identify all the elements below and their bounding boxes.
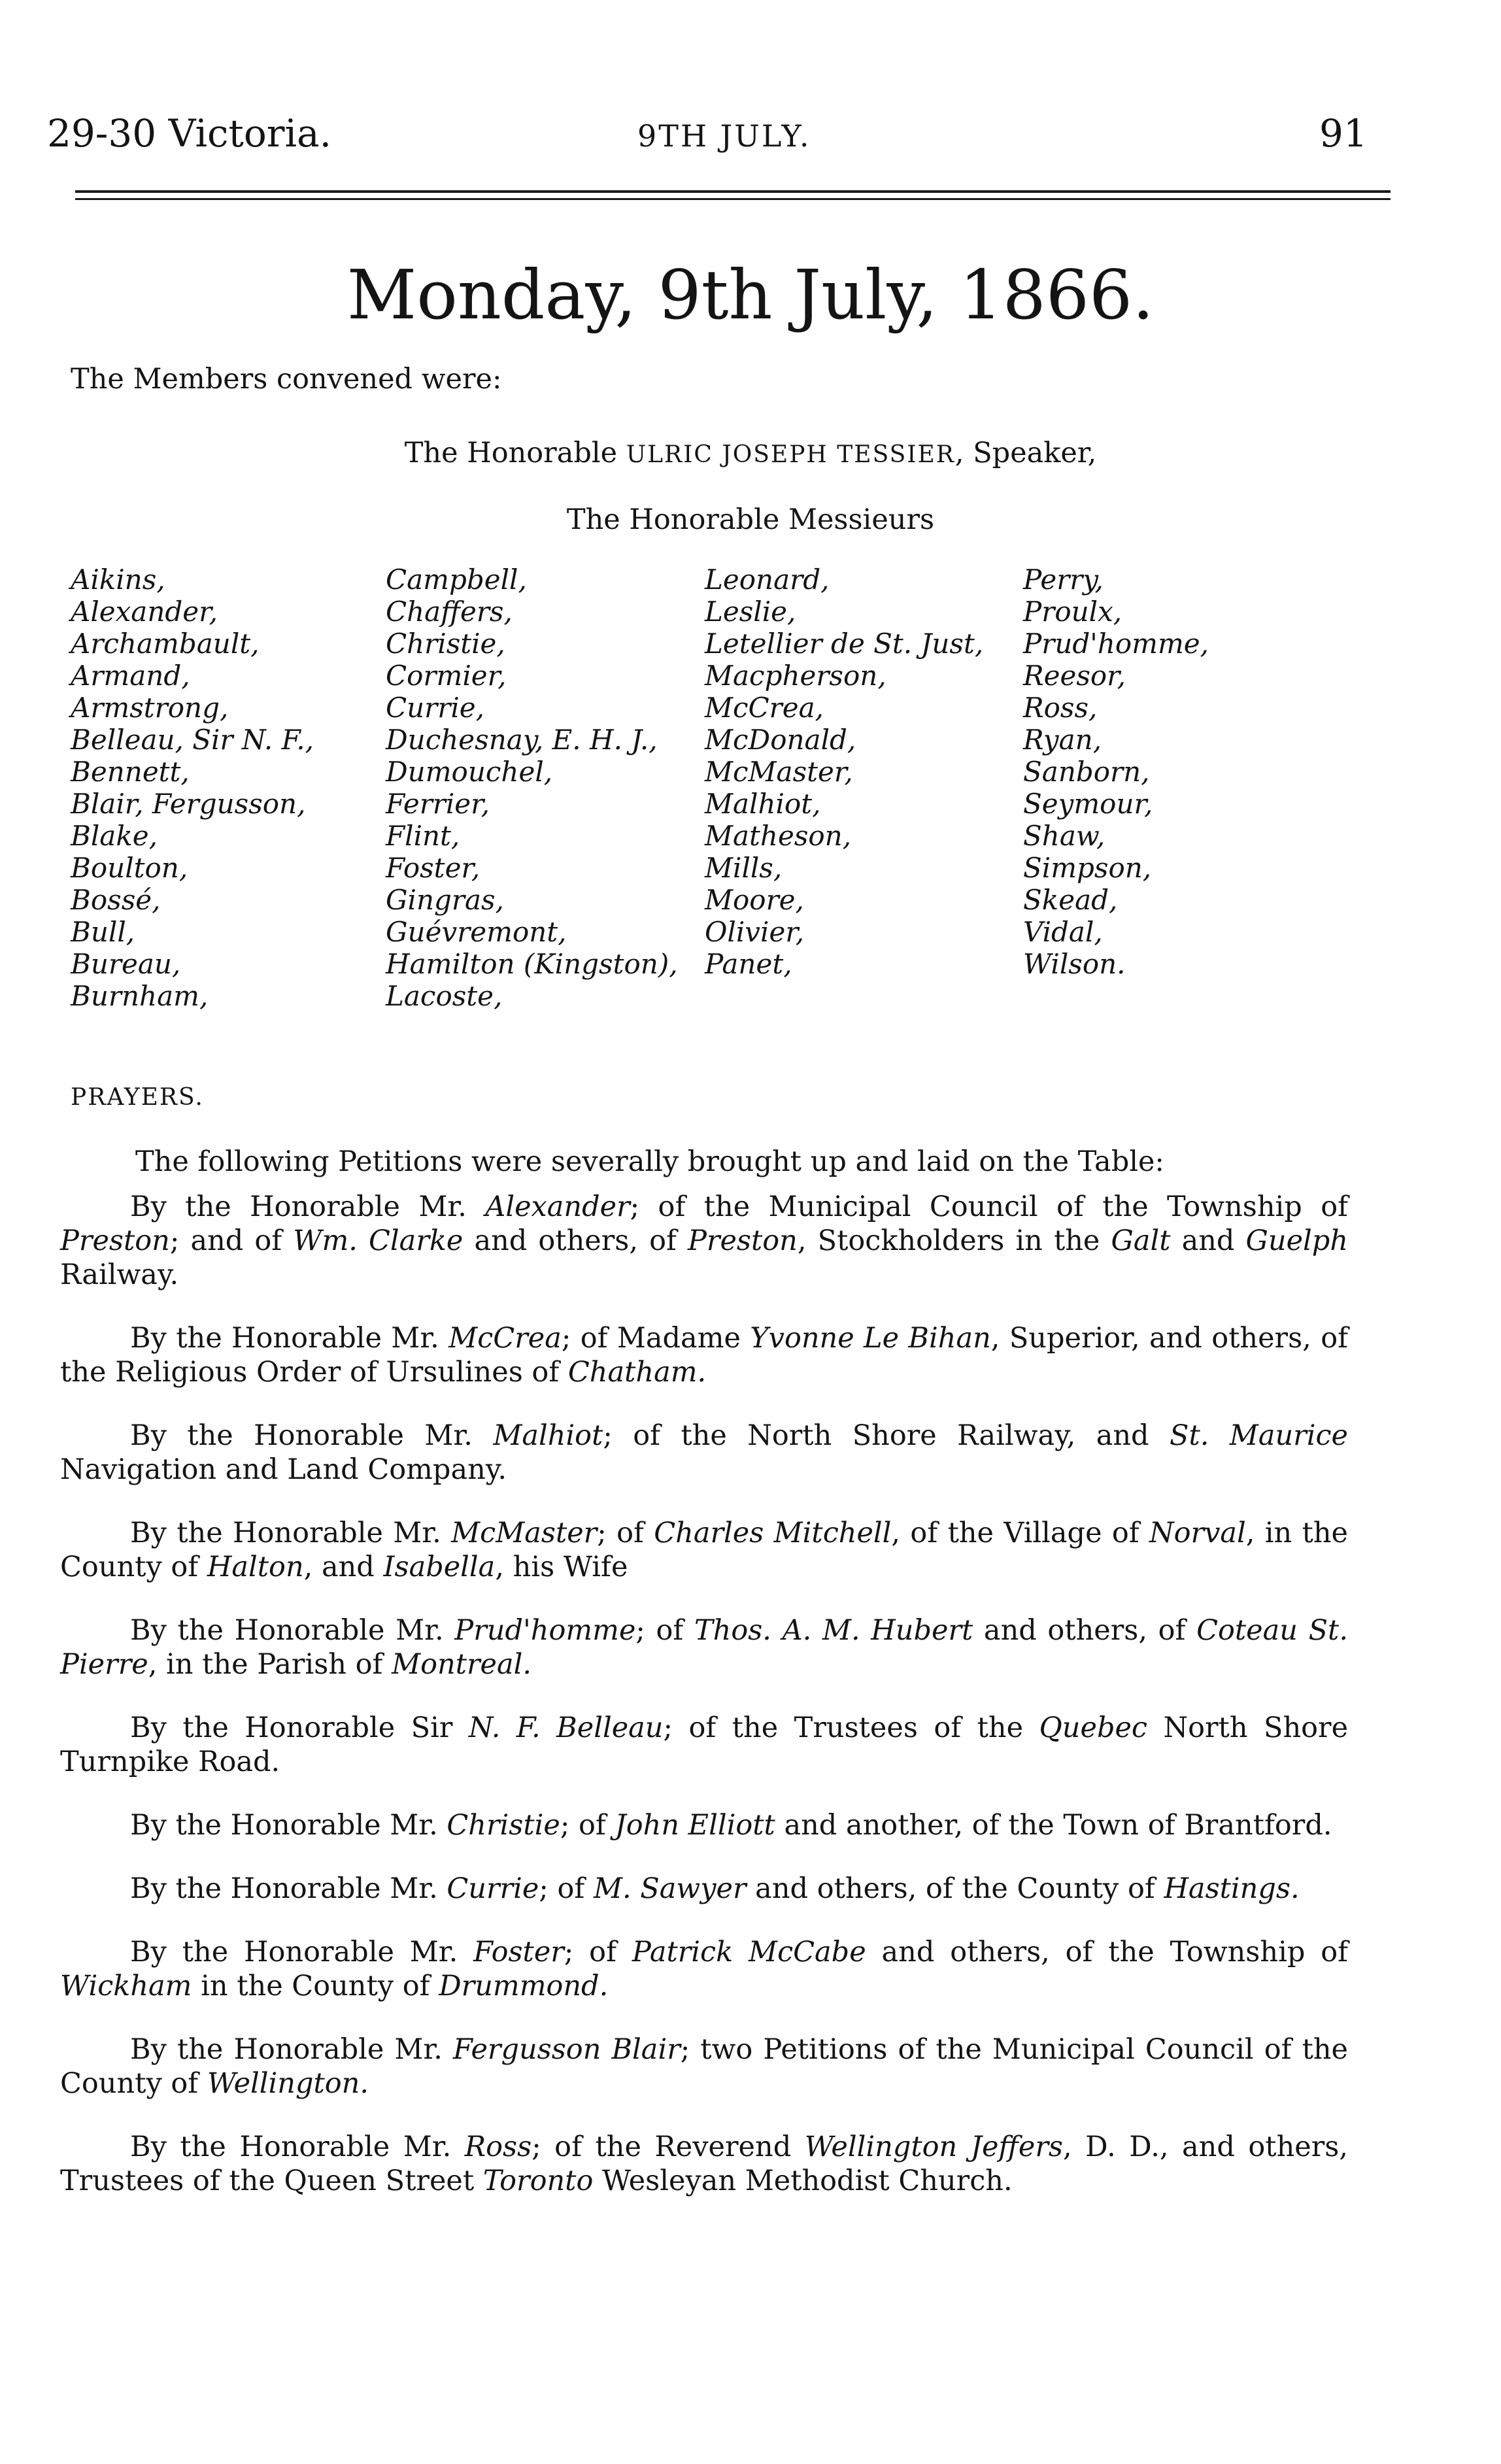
petition-name-italic: Wickham <box>60 1970 192 2002</box>
member-name: Moore, <box>705 884 804 916</box>
petition-text: ; of the North Shore Railway, and <box>603 1419 1170 1452</box>
petition-name-italic: Prud'homme <box>454 1614 636 1647</box>
petition-name-italic: M. Sawyer <box>593 1872 747 1905</box>
member-name: Panet, <box>705 948 792 980</box>
petition-text: ; of <box>560 1809 615 1842</box>
petition-name-italic: Montreal. <box>392 1648 532 1681</box>
petition-text: By the Honorable Mr. <box>130 1872 447 1905</box>
member-name: Prud'homme, <box>1023 628 1209 660</box>
petition-text: Railway. <box>60 1258 179 1291</box>
members-column-2 <box>386 564 678 1012</box>
petition-name-italic: Galt <box>1111 1224 1171 1257</box>
petition-name-italic: Malhiot <box>493 1419 603 1452</box>
member-name: Simpson, <box>1023 852 1152 884</box>
member-name: Bureau, <box>71 948 181 980</box>
petition-text: ; and of <box>169 1224 294 1257</box>
petition-text: By the Honorable Sir <box>130 1712 469 1744</box>
member-name: Vidal, <box>1023 916 1103 948</box>
member-name: Macpherson, <box>705 660 886 692</box>
petition-entry <box>60 1872 1348 1906</box>
petition-text: and another, of the Town of Brantford. <box>775 1809 1332 1842</box>
petition-entry <box>60 1190 1348 1292</box>
member-name: Boulton, <box>71 852 188 884</box>
petition-entry <box>60 1516 1348 1584</box>
member-name: Ryan, <box>1023 724 1102 756</box>
member-name: Bossé, <box>71 884 161 916</box>
member-name: Olivier, <box>705 916 805 948</box>
member-name: Gingras, <box>386 884 504 916</box>
messieurs-line: The Honorable Messieurs <box>566 503 935 536</box>
petition-name-italic: Drummond. <box>439 1970 609 2002</box>
member-name: Burnham, <box>71 980 209 1012</box>
petition-name-italic: Ross <box>464 2131 532 2163</box>
petition-name-italic: St. Maurice <box>1169 1419 1348 1452</box>
running-header <box>0 98 1501 163</box>
petition-name-italic: Toronto <box>482 2165 594 2197</box>
petition-name-italic: Thos. A. M. Hubert <box>694 1614 973 1647</box>
member-name: Leonard, <box>705 564 830 596</box>
member-name: Ferrier, <box>386 788 490 820</box>
petition-text: By the Honorable Mr. <box>130 1190 486 1223</box>
member-name: McCrea, <box>705 692 824 724</box>
petition-text: and others, of <box>973 1614 1197 1647</box>
petition-name-italic: McMaster <box>451 1517 598 1549</box>
petition-name-italic: Isabella <box>383 1551 496 1583</box>
page-number: 91 <box>1319 111 1368 156</box>
petition-entry <box>60 2033 1348 2101</box>
petition-text: By the Honorable Mr. <box>130 1322 449 1355</box>
petition-name-italic: John Elliott <box>615 1809 775 1842</box>
petitions-list <box>60 1190 1348 2227</box>
petition-text: ; of the Municipal Council of the Township of <box>630 1190 1348 1223</box>
members-column-3 <box>705 564 983 980</box>
petition-name-italic: McCrea <box>448 1322 562 1355</box>
petition-text: By the Honorable Mr. <box>130 1614 455 1647</box>
speaker-name: ULRIC JOSEPH TESSIER <box>626 441 955 468</box>
petition-text: , of the Village of <box>891 1517 1150 1549</box>
petition-name-italic: Foster <box>473 1936 564 1968</box>
member-name: Bull, <box>71 916 135 948</box>
member-name: Leslie, <box>705 596 796 628</box>
member-name: Armstrong, <box>71 692 229 724</box>
members-column-1 <box>71 564 314 1012</box>
petition-name-italic: Chatham. <box>567 1356 707 1389</box>
petition-text: By the Honorable Mr. <box>130 2033 453 2066</box>
member-name: Christie, <box>386 628 505 660</box>
header-rule-top <box>75 190 1391 193</box>
petition-text: , his Wife <box>495 1551 628 1583</box>
header-rule-bottom <box>75 198 1391 200</box>
member-name: Duchesnay, E. H. J., <box>386 724 658 756</box>
member-name: McMaster, <box>705 756 853 788</box>
petition-name-italic: Hastings. <box>1164 1872 1300 1905</box>
member-name: Flint, <box>386 820 460 852</box>
petition-name-italic: Coteau St. Pierre <box>60 1614 1348 1681</box>
petition-text: and others, of the County of <box>746 1872 1164 1905</box>
petition-entry <box>60 1711 1348 1779</box>
member-name: Belleau, Sir N. F., <box>71 724 314 756</box>
member-name: Wilson. <box>1023 948 1126 980</box>
date-label-text: 9TH JULY. <box>637 118 811 154</box>
member-name: Sanborn, <box>1023 756 1150 788</box>
member-name: Aikins, <box>71 564 165 596</box>
petition-entry <box>60 1613 1348 1681</box>
member-name: Mills, <box>705 852 783 884</box>
member-name: Campbell, <box>386 564 527 596</box>
petition-text: ; of <box>635 1614 694 1647</box>
member-name: Reesor, <box>1023 660 1126 692</box>
petition-name-italic: Wm. Clarke <box>293 1224 464 1257</box>
member-name: Perry, <box>1023 564 1104 596</box>
petitions-intro: The following Petitions were severally brought up and laid on the Table: <box>135 1145 1164 1178</box>
petition-name-italic: Patrick McCabe <box>632 1936 866 1968</box>
petition-text: Navigation and Land Company. <box>60 1453 507 1486</box>
member-name: Blair, Fergusson, <box>71 788 306 820</box>
petition-text: and others, of the Township of <box>866 1936 1348 1968</box>
member-name: Chaffers, <box>386 596 513 628</box>
petition-name-italic: Fergusson Blair <box>452 2033 681 2066</box>
petition-text: North Shore Turnpike Road. <box>60 1712 1349 1778</box>
petition-name-italic: Wellington. <box>207 2067 369 2100</box>
member-name: Alexander, <box>71 596 218 628</box>
petition-text: , in the Parish of <box>148 1648 392 1681</box>
petition-text: By the Honorable Mr. <box>130 1936 474 1968</box>
petition-name-italic: Charles Mitchell <box>654 1517 892 1549</box>
member-name: Foster, <box>386 852 481 884</box>
member-name: Dumouchel, <box>386 756 553 788</box>
member-name: Currie, <box>386 692 484 724</box>
member-name: Skead, <box>1023 884 1118 916</box>
member-name: Malhiot, <box>705 788 821 820</box>
petition-entry <box>60 2130 1348 2198</box>
member-name: Lacoste, <box>386 980 503 1012</box>
petition-text: and others, of <box>463 1224 688 1257</box>
petition-text: ; of <box>539 1872 594 1905</box>
speaker-role: , Speaker, <box>954 437 1097 469</box>
petition-name-italic: Christie <box>447 1809 560 1842</box>
member-name: Proulx, <box>1023 596 1122 628</box>
member-name: Cormier, <box>386 660 507 692</box>
petition-text: ; of <box>564 1936 632 1968</box>
petition-name-italic: N. F. Belleau <box>468 1712 664 1744</box>
petition-text: By the Honorable Mr. <box>130 1419 494 1452</box>
petition-name-italic: Currie <box>447 1872 539 1905</box>
convened-intro: The Members convened were: <box>71 363 502 396</box>
petition-name-italic: Wellington Jeffers <box>804 2131 1063 2163</box>
petition-name-italic: Preston <box>688 1224 798 1257</box>
page-title: Monday, 9th July, 1866. <box>346 255 1155 335</box>
petition-name-italic: Alexander <box>485 1190 630 1223</box>
member-name: Guévremont, <box>386 916 567 948</box>
petition-name-italic: Halton <box>207 1551 304 1583</box>
petition-text: , and <box>303 1551 384 1583</box>
session-label: 29-30 Victoria. <box>47 111 332 156</box>
member-name: Armand, <box>71 660 190 692</box>
petition-text: , Stockholders in the <box>797 1224 1111 1257</box>
member-name: Archambault, <box>71 628 260 660</box>
member-name: Shaw, <box>1023 820 1105 852</box>
prayers-heading: PRAYERS. <box>71 1084 204 1111</box>
member-name: Letellier de St. Just, <box>705 628 984 660</box>
member-name: Hamilton (Kingston), <box>386 948 678 980</box>
petition-text: Wesleyan Methodist Church. <box>593 2165 1013 2197</box>
petition-text: in the County of <box>192 1970 439 2002</box>
petition-text: , Superior, and others, of the Religious Order of Ursulines of <box>60 1322 1348 1389</box>
petition-text: ; of the Reverend <box>531 2131 805 2163</box>
petition-text: , D. D., and others, Trustees of the Queen Street <box>60 2131 1349 2197</box>
petition-text: ; of Madame <box>561 1322 750 1355</box>
member-name: Bennett, <box>71 756 190 788</box>
petition-text: ; of <box>597 1517 654 1549</box>
petition-entry <box>60 1321 1348 1389</box>
speaker-prefix: The Honorable <box>404 437 618 469</box>
petition-text: ; two Petitions of the Municipal Council of the County of <box>60 2033 1348 2100</box>
members-column-4 <box>1023 564 1209 980</box>
petition-name-italic: Guelph <box>1245 1224 1349 1257</box>
petition-entry <box>60 1808 1348 1842</box>
petition-name-italic: Yvonne Le Bihan <box>750 1322 991 1355</box>
petition-name-italic: Preston <box>60 1224 170 1257</box>
member-name: Seymour, <box>1023 788 1153 820</box>
member-name: Ross, <box>1023 692 1098 724</box>
petition-text: and <box>1170 1224 1246 1257</box>
petition-text: By the Honorable Mr. <box>130 2131 465 2163</box>
petition-entry <box>60 1935 1348 2003</box>
petition-text: By the Honorable Mr. <box>130 1517 452 1549</box>
petition-text: ; of the Trustees of the <box>663 1712 1039 1744</box>
member-name: Blake, <box>71 820 158 852</box>
petition-text: , in the County of <box>60 1517 1348 1583</box>
petition-name-italic: Quebec <box>1039 1712 1147 1744</box>
petition-entry <box>60 1419 1348 1487</box>
member-name: McDonald, <box>705 724 856 756</box>
petition-text: By the Honorable Mr. <box>130 1809 447 1842</box>
member-name: Matheson, <box>705 820 852 852</box>
petition-name-italic: Norval <box>1149 1517 1246 1549</box>
members-list <box>0 564 1501 1060</box>
speaker-line <box>0 437 1501 469</box>
date-label <box>637 111 811 156</box>
